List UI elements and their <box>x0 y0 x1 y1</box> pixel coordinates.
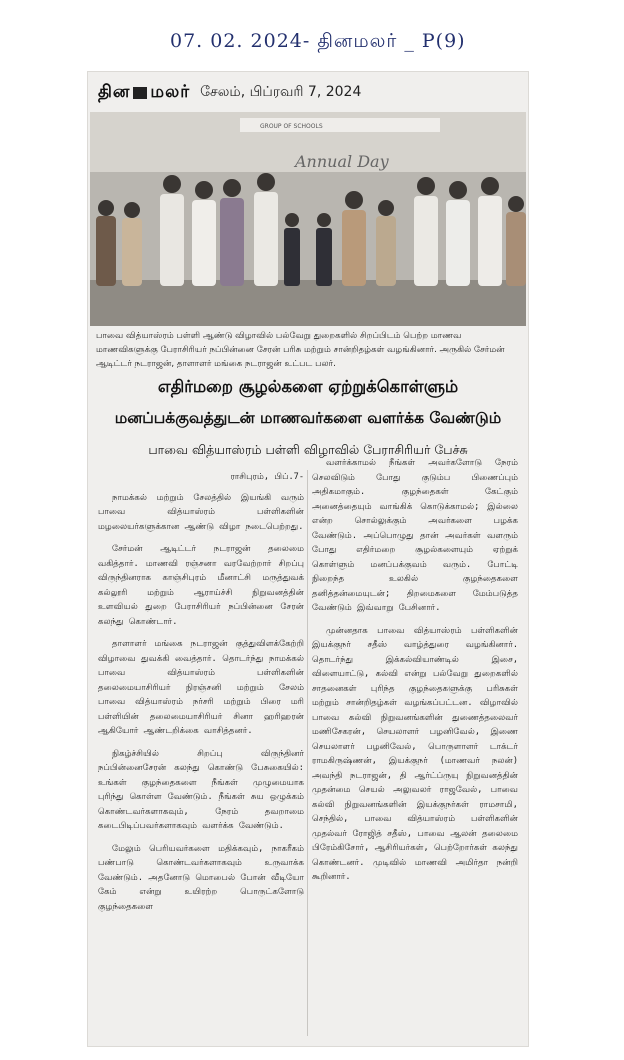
headline-line-2: மனப்பக்குவத்துடன் மாணவர்களை வளர்க்க வேண்டும் <box>114 409 502 427</box>
event-photo <box>90 112 526 326</box>
masthead <box>98 80 361 106</box>
article-paragraph: முன்னதாக பாவை வித்யாஸ்ரம் பள்ளிகளின் இயக்குநர் சதீஸ் வாழ்த்துரை வழங்கினார். தொடர்ந்து இக்கல்வியாண்டில் இசை, விளையாட்டு, கல்வி என்று பல்வேறு துறைகளில் சாதனைகள் புரிந்த குழந்தைகளுக்கு பரிசுகள் மற்றும் சான்றிதழ்கள் வழங்கப்பட்டன. விழாவில் பாவை கல்வி நிறுவனங்களின் துணைத்தலைவர் மணிசேகரன், செயலாளர் பழனிவேல், இணை செயலாளர் பழனிவேல், பொருளாளர் டாக்டர் ராமகிருஷ்ணன், இயக்குநர் (மாணவர் நலன்) அவந்தி நடராஜன், தி ஆர்ட்ப்ருயு நிறுவனத்தின் முதன்மை செயல் அலுவலர் ராஜவேல், பாவை கல்வி நிறுவனங்களின் இயக்குநர்கள் ராமசாமி, செந்தில், பாவை வித்யாஸ்ரம் பள்ளிகளின் முதல்வர் ரோஜித் சதீஸ், பாவை ஆலன் தலைமை பிரேம்கிசோர், ஆசிரியர்கள், பெற்றோர்கள் கலந்து கொண்டனர். முடிவில் மாணவி அமிர்தா நன்றி கூறினார். <box>312 625 518 882</box>
column-divider <box>307 470 308 1036</box>
article-paragraph: வளர்க்காமல் நீங்கள் அவர்களோடு நேரம் செலவிடும் போது குடும்ப பிணைப்பும் அதிகமாகும். குழந்தைகள் கேட்கும் அனைத்தையும் வாங்கிக் கொடுக்காமல்; இல்லை என்ற சொல்லுக்கும் அவர்களை பழக்க வேண்டும். அப்பொழுது தான் அவர்கள் வளரும் போது எதிர்மறை சூழல்களையும் ஏற்றுக் கொள்ளும் மனப்பக்குவம் வரும். போட்டி நிறைந்த உலகில் குழந்தைகளை தனித்தன்மையுடன்; திறமைகளை மேம்படுத்த வேண்டும் இவ்வாறு பேசினார். <box>312 458 518 613</box>
photo-banner-text: GROUP OF SCHOOLS <box>260 123 323 130</box>
logo-left-text: தின <box>98 82 131 102</box>
article-paragraph: தாளாளர் மங்கை நடராஜன் குத்துவிளக்கேற்றி விழாவை துவக்கி வைத்தார். தொடர்ந்து நாமக்கல் பாவை வித்யாஸ்ரம் பள்ளிகளின் தலைமையாசிரியர் நிரஞ்சனி மற்றும் சேலம் பாவை வித்யாஸ்ரம் நர்சரி மற்றும் பிரை மரி பள்ளியின் தலைமையாசிரியர் சினா ஹரிஹரன் ஆகியோர் ஆண்டறிக்கை வாசித்தனர். <box>98 639 304 736</box>
headline-line-1: எதிர்மறை சூழல்களை ஏற்றுக்கொள்ளும் <box>157 377 459 396</box>
photo-caption: பாவை வித்யாஸ்ரம் பள்ளி ஆண்டு விழாவில் பல்வேறு துறைகளில் சிறப்பிடம் பெற்ற மாணவ மாணவிகளுக்கு பேராசிரியர் நப்பின்னை சேரன் பரிசு மற்றும் சான்றிதழ்கள் வழங்கினார். அருகில் சேர்மன் ஆடிட்டர் நடராஜன், தாளாளர் மங்கை நடராஜன் உட்பட பலர். <box>96 331 505 369</box>
handwritten-annotation: 07. 02. 2024- தினமலர் _ P(9) <box>170 30 466 52</box>
person-figure <box>284 213 300 286</box>
logo-mark-icon <box>133 87 147 99</box>
article-paragraph: நாமக்கல் மற்றும் சேலத்தில் இயங்கி வரும் பாவை வித்யாஸ்ரம் பள்ளிகளின் மழலையர்களுக்கான ஆண்டு விழா நடைபெற்றது. <box>98 492 304 532</box>
newspaper-logo <box>98 82 190 104</box>
article-column-right <box>312 456 518 1040</box>
article-paragraph: நிகழ்ச்சியில் சிறப்பு விருந்தினர் நப்பின்னைசேரன் கலந்து கொண்டு பேசுகையில்: உங்கள் குழந்தைகளை நீங்கள் முழுமையாக புரிந்து கொள்ள வேண்டும். நீங்கள் சுய ஒழுக்கம் கொண்டவர்களாகவும், நேரம் தவறாமை கடைபிடிப்பவர்களாகவும் வளர்க்க வேண்டும். <box>98 748 304 831</box>
article-paragraph: மேலும் பெரியவர்களை மதிக்கவும், நாகரீகம் பண்பாடு கொண்டவர்களாகவும் உருவாக்க வேண்டும். அதனோடு மொபைல் போன் வீடியோ கேம் என்று உயிரற்ற பொருட்களோடு குழந்தைகளை <box>98 843 304 912</box>
dateline: ராசிபுரம், பிப்.7- <box>230 472 304 482</box>
photo-stage-text: Annual Day <box>295 152 389 171</box>
edition-date: சேலம், பிப்ரவரி 7, 2024 <box>200 84 362 100</box>
article-column-left <box>98 470 304 1040</box>
article-paragraph: சேர்மன் ஆடிட்டர் நடராஜன் தலைமை வகித்தார். மாணவி ரஞ்சனா வரவேற்றார் சிறப்பு விருந்தினராக காஞ்சிபுரம் மீனாட்சி மருத்துவக் கல்லூரி மற்றும் ஆராய்ச்சி நிறுவனத்தின் உளவியல் துறை பேராசிரியர் நப்பின்னை சேரன் கலந்து கொண்டார். <box>98 544 304 627</box>
person-figure <box>316 213 332 286</box>
newspaper-clipping <box>88 72 528 1046</box>
logo-right-text: மலர் <box>150 82 191 102</box>
subheadline: பாவை வித்யாஸ்ரம் பள்ளி விழாவில் பேராசிரியர் பேச்சு <box>148 442 468 457</box>
